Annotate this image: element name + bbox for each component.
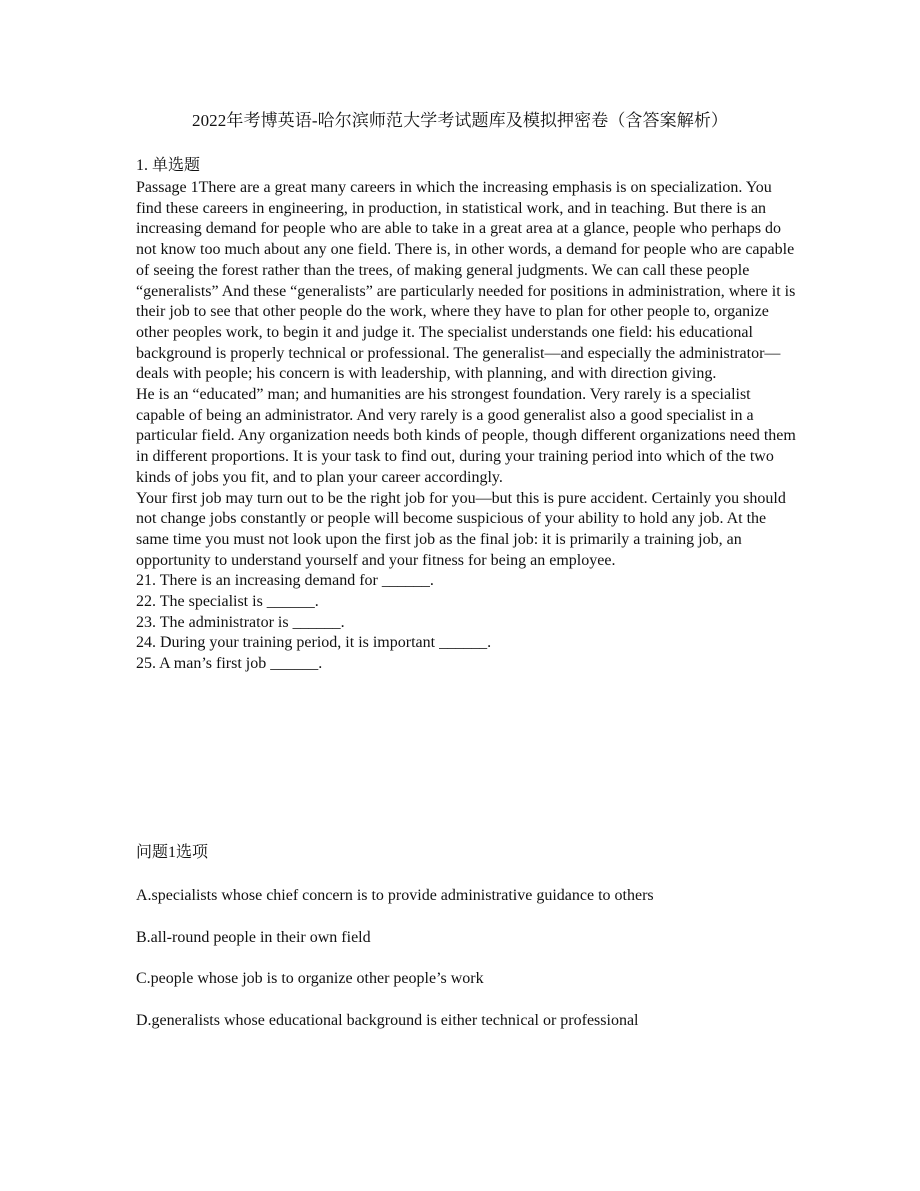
passage-paragraph-2: He is an “educated” man; and humanities are his strongest foundation. Very rarely is a specialist capable of being an administrator. And very rarely is a good generalist also a good specialist in a particular field. Any organization needs both kinds of people, though different organizations need them in different proportions. It is your task to find out, during your training period into which of the two kinds of jobs you fit, and to plan your career accordingly. (136, 386, 796, 486)
option-c[interactable]: C.people whose job is to organize other people’s work (136, 970, 484, 987)
reading-passage (136, 178, 796, 675)
answer-options (136, 886, 796, 1052)
option-a[interactable]: A.specialists whose chief concern is to provide administrative guidance to others (136, 887, 654, 904)
sub-question-22: 22. The specialist is ______. (136, 593, 319, 611)
sub-question-25: 25. A man’s first job ______. (136, 655, 323, 673)
question-heading: 1. 单选题 (136, 157, 201, 174)
sub-question-21: 21. There is an increasing demand for ______. (136, 572, 434, 590)
passage-paragraph-1: Passage 1There are a great many careers in which the increasing emphasis is on specialization. You find these careers in engineering, in production, in statistical work, and in teaching. But there is an increasing demand for people who are able to take in a great area at a glance, people who perhaps do not know too much about any one field. There is, in other words, a demand for people who are capable of seeing the forest rather than the trees, of making general judgments. We can call these people “generalists” And these “generalists” are particularly needed for positions in administration, where it is their job to see that other people do the work, where they have to plan for other people to, organize other peoples work, to begin it and judge it. The specialist understands one field: his educational background is properly technical or professional. The generalist—and especially the administrator—deals with people; his concern is with leadership, with planning, and with direction giving. (136, 179, 796, 383)
options-heading: 问题1选项 (136, 844, 209, 861)
sub-question-23: 23. The administrator is ______. (136, 613, 345, 631)
option-b[interactable]: B.all-round people in their own field (136, 928, 371, 946)
passage-paragraph-3: Your first job may turn out to be the right job for you—but this is pure accident. Certainly you should not change jobs constantly or people will become suspicious of your ability to hold any job. At the same time you must not look upon the first job as the final job: it is primarily a training job, an opportunity to understand yourself and your fitness for being an employee. (136, 489, 786, 569)
document-title: 2022年考博英语-哈尔滨师范大学考试题库及模拟押密卷（含答案解析） (191, 111, 729, 130)
sub-question-list (136, 571, 796, 675)
option-d[interactable]: D.generalists whose educational background is either technical or professional (136, 1011, 639, 1029)
sub-question-24: 24. During your training period, it is important ______. (136, 634, 492, 652)
